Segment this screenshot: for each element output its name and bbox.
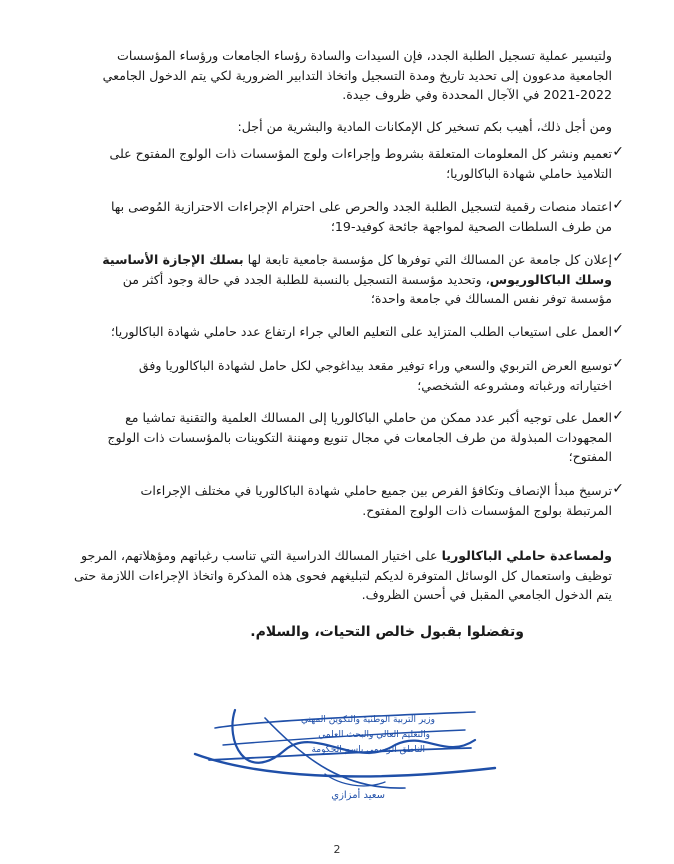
final-line: توظيف واستعمال كل الوسائل المتوفرة لديكم لتبليغهم فحوى هذه المذكرة واتخاذ الإجراءات اللازمة حتى (74, 567, 612, 583)
item-line: العمل على استيعاب الطلب المتزايد على التعليم العالي جراء ارتفاع عدد حاملي شهادة الباكالوريا؛ (110, 324, 612, 339)
page-number: 2 (333, 843, 341, 856)
checkmark-icon: ✓ (612, 250, 624, 266)
checkmark-icon: ✓ (612, 322, 624, 338)
list-item (62, 408, 624, 467)
item-text: ، وتحديد مؤسسة التسجيل بالنسبة للطلبة الجدد في حالة وجود أكثر من (122, 271, 490, 287)
item-line: المرتبطة بولوج المؤسسات ذات الولوج المفتوح. (362, 502, 612, 518)
final-paragraph (62, 546, 612, 605)
item-text: إعلان كل جامعة عن المسالك التي توفرها كل مؤسسة جامعية تابعة لها (243, 252, 612, 267)
final-line (62, 546, 612, 566)
item-line: من طرف السلطات الصحية لمواجهة جائحة كوفيد-19؛ (330, 218, 612, 234)
list-item (62, 356, 624, 395)
list-item (62, 322, 624, 342)
intro-line: ولتيسير عملية تسجيل الطلبة الجدد، فإن السيدات والسادة رؤساء الجامعات ورؤساء المؤسسات (117, 48, 612, 63)
stamp-line: والتعليم العالي والبحث العلمي (318, 730, 430, 740)
item-line: ترسيخ مبدأ الإنصاف وتكافؤ الفرص بين جميع حاملي شهادة الباكالوريا في مختلف الإجراءات (140, 483, 612, 498)
item-line: توسيع العرض التربوي والسعي وراء توفير مقعد بيداغوجي لكل حامل لشهادة الباكالوريا وفق (138, 358, 612, 373)
signature-name: سعيد أمزازي (331, 790, 385, 801)
final-line: يتم الدخول الجامعي المقبل في أحسن الظروف. (361, 587, 612, 602)
checkmark-icon: ✓ (612, 481, 624, 497)
item-bold-text: وسلك الباكالوريوس (489, 271, 612, 287)
signature-stamp (175, 690, 515, 810)
item-line (62, 250, 612, 270)
intro-line: 2021-2022 في الآجال المحددة وفي ظروف جيدة. (342, 87, 612, 102)
intro-paragraph (62, 46, 612, 105)
list-item (62, 197, 624, 236)
list-item (62, 481, 624, 520)
item-line: المجهودات المبذولة من طرف الجامعات في مجال تنويع ومهننة التكوينات بالمؤسسات ذات الولوج (107, 429, 612, 445)
item-line: العمل على توجيه أكبر عدد ممكن من حاملي الباكالوريا إلى المسالك العلمية والتقنية تماشيا مع (125, 410, 612, 425)
checkmark-icon: ✓ (612, 144, 624, 160)
item-line: التلاميذ حاملي شهادة الباكالوريا؛ (446, 165, 612, 181)
item-line (62, 270, 612, 290)
checkmark-icon: ✓ (612, 356, 624, 372)
lead-paragraph (62, 117, 612, 137)
stamp-line: الناطق الرسمي باسم الحكومة (311, 745, 425, 755)
item-line: المفتوح؛ (568, 449, 612, 464)
item-line: اعتماد منصات رقمية لتسجيل الطلبة الجدد والحرص على احترام الإجراءات الاحترازية المُوصى بها (110, 199, 612, 214)
final-bold-text: ولمساعدة حاملي الباكالوريا (441, 548, 612, 563)
item-line: اختياراته ورغباته ومشروعه الشخصي؛ (417, 377, 612, 393)
item-line: مؤسسة توفر نفس المسالك في جامعة واحدة؛ (370, 291, 612, 306)
lead-line: ومن أجل ذلك، أهيب بكم تسخير كل الإمكانات المادية والبشرية من أجل: (237, 119, 612, 134)
list-item (62, 250, 624, 309)
item-bold-text: بسلك الإجازة الأساسية (102, 252, 244, 267)
checkmark-icon: ✓ (612, 408, 624, 424)
list-item (62, 144, 624, 183)
checkmark-icon: ✓ (612, 197, 624, 213)
closing-salutation: وتفضلوا بقبول خالص التحيات، والسلام. (250, 624, 524, 640)
final-text: على اختيار المسالك الدراسية التي تناسب رغباتهم ومؤهلاتهم، المرجو (81, 548, 442, 563)
intro-line: الجامعية مدعوون إلى تحديد تاريخ ومدة التسجيل واتخاذ التدابير الضرورية لكي يتم الدخول الجامعي (102, 67, 612, 83)
item-line: تعميم ونشر كل المعلومات المتعلقة بشروط وإجراءات ولوج المؤسسات ذات الولوج المفتوح على (109, 146, 612, 161)
stamp-line: وزير التربية الوطنية والتكوين المهني (301, 715, 435, 725)
